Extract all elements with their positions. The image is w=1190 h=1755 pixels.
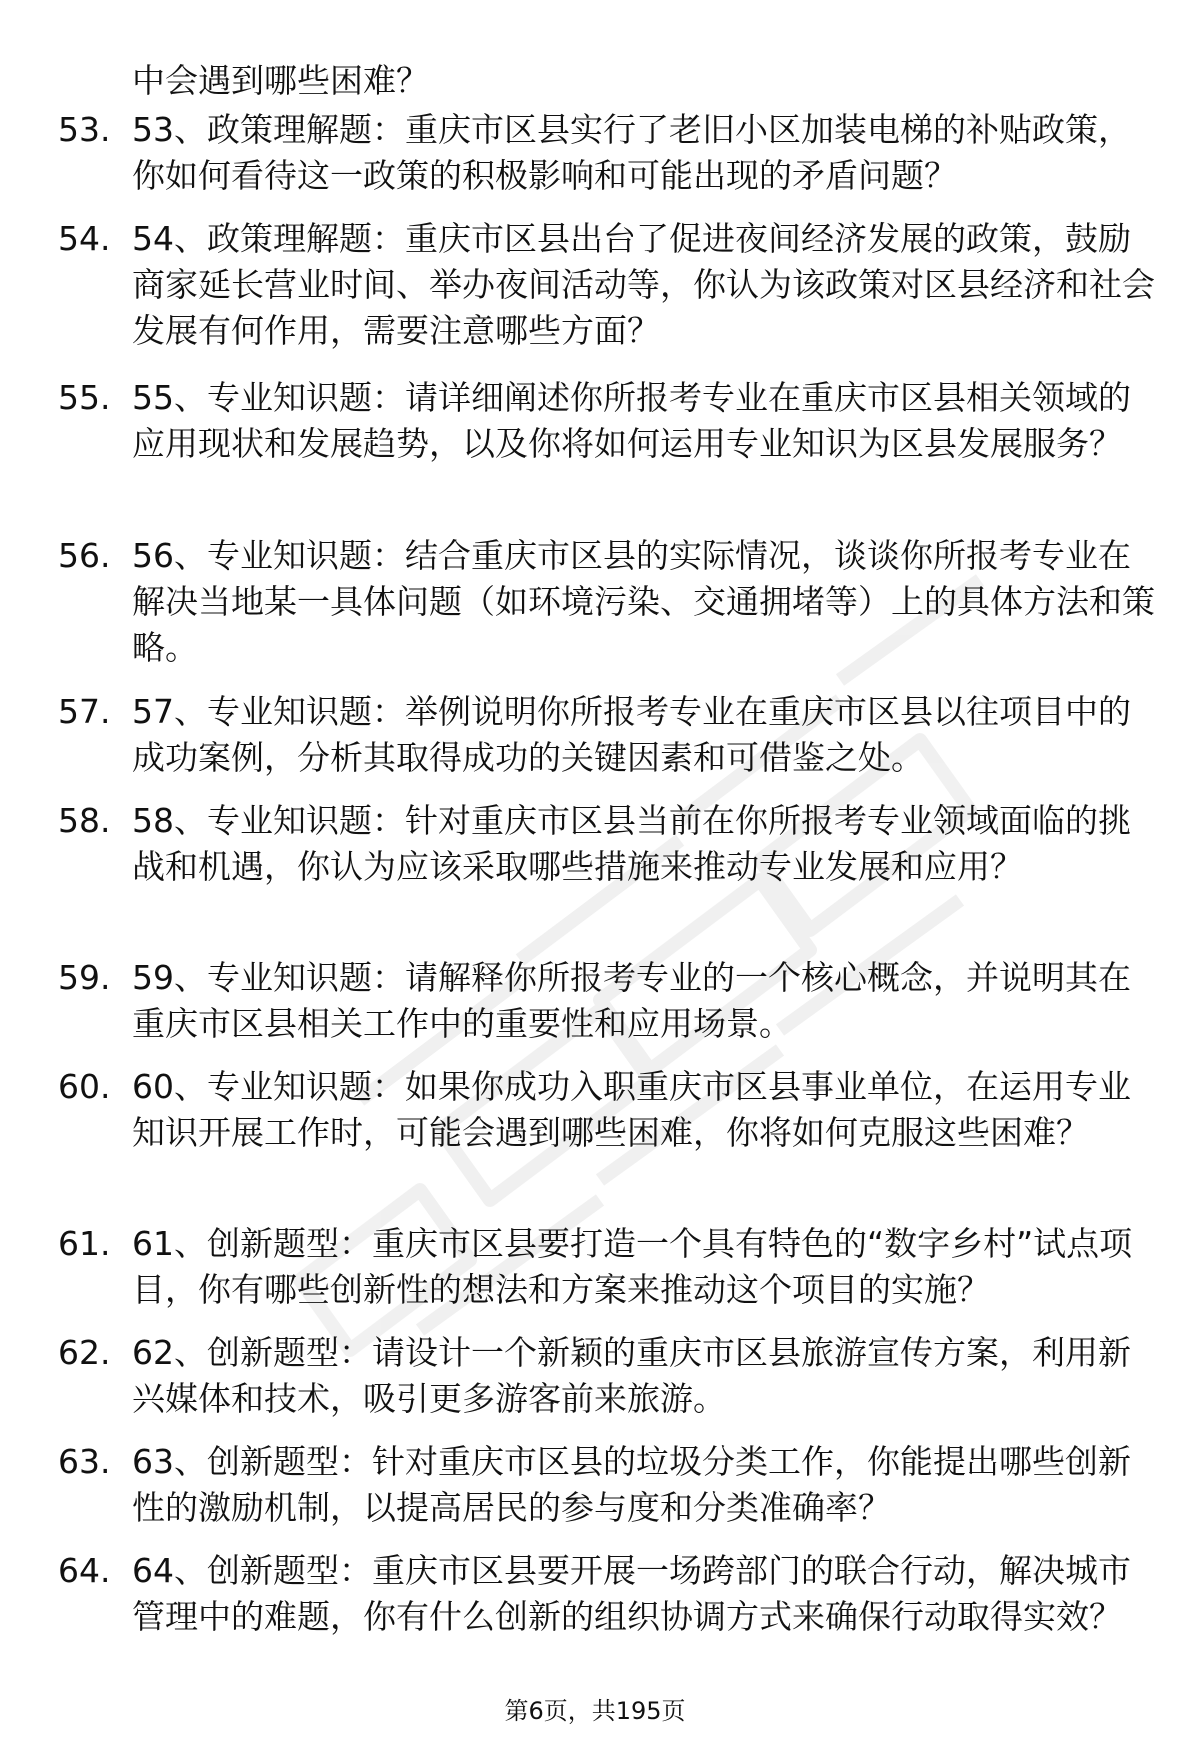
question-text: 61、创新题型：重庆市区县要打造一个具有特色的“数字乡村”试点项目，你有哪些创新性的想法和方案来推动这个项目的实施？ [132, 1224, 1133, 1309]
question-text: 60、专业知识题：如果你成功入职重庆市区县事业单位，在运用专业知识开展工作时，可能会遇到哪些困难，你将如何克服这些困难？ [132, 1067, 1131, 1152]
question-text: 59、专业知识题：请解释你所报考专业的一个核心概念，并说明其在重庆市区县相关工作中的重要性和应用场景。 [132, 958, 1131, 1043]
question-number: 55. [58, 378, 111, 417]
question-number: 64. [58, 1551, 111, 1590]
question-text: 53、政策理解题：重庆市区县实行了老旧小区加装电梯的补贴政策，你如何看待这一政策的积极影响和可能出现的矛盾问题？ [132, 110, 1131, 195]
question-number: 63. [58, 1442, 111, 1481]
question-text: 64、创新题型：重庆市区县要开展一场跨部门的联合行动，解决城市管理中的难题，你有什么创新的组织协调方式来确保行动取得实效？ [132, 1551, 1131, 1636]
question-number: 59. [58, 958, 111, 997]
question-number: 56. [58, 536, 111, 575]
question-text: 58、专业知识题：针对重庆市区县当前在你所报考专业领域面临的挑战和机遇，你认为应该采取哪些措施来推动专业发展和应用？ [132, 801, 1131, 886]
question-text: 56、专业知识题：结合重庆市区县的实际情况，谈谈你所报考专业在解决当地某一具体问题（如环境污染、交通拥堵等）上的具体方法和策略。 [132, 536, 1155, 667]
continuation-text: 中会遇到哪些困难？ [132, 61, 429, 100]
question-text: 62、创新题型：请设计一个新颖的重庆市区县旅游宣传方案，利用新兴媒体和技术，吸引更多游客前来旅游。 [132, 1333, 1131, 1418]
question-number: 57. [58, 692, 111, 731]
question-number: 62. [58, 1333, 111, 1372]
question-number: 60. [58, 1067, 111, 1106]
question-number: 54. [58, 219, 111, 258]
page-footer: 第6页，共195页 [504, 1697, 686, 1725]
question-text: 55、专业知识题：请详细阐述你所报考专业在重庆市区县相关领域的应用现状和发展趋势，以及你将如何运用专业知识为区县发展服务？ [132, 378, 1131, 463]
question-number: 61. [58, 1224, 111, 1263]
question-text: 54、政策理解题：重庆市区县出台了促进夜间经济发展的政策，鼓励商家延长营业时间、举办夜间活动等，你认为该政策对区县经济和社会发展有何作用，需要注意哪些方面？ [132, 219, 1155, 350]
question-text: 63、创新题型：针对重庆市区县的垃圾分类工作，你能提出哪些创新性的激励机制，以提高居民的参与度和分类准确率？ [132, 1442, 1131, 1527]
question-number: 53. [58, 110, 111, 149]
question-text: 57、专业知识题：举例说明你所报考专业在重庆市区县以往项目中的成功案例，分析其取得成功的关键因素和可借鉴之处。 [132, 692, 1131, 777]
question-number: 58. [58, 801, 111, 840]
